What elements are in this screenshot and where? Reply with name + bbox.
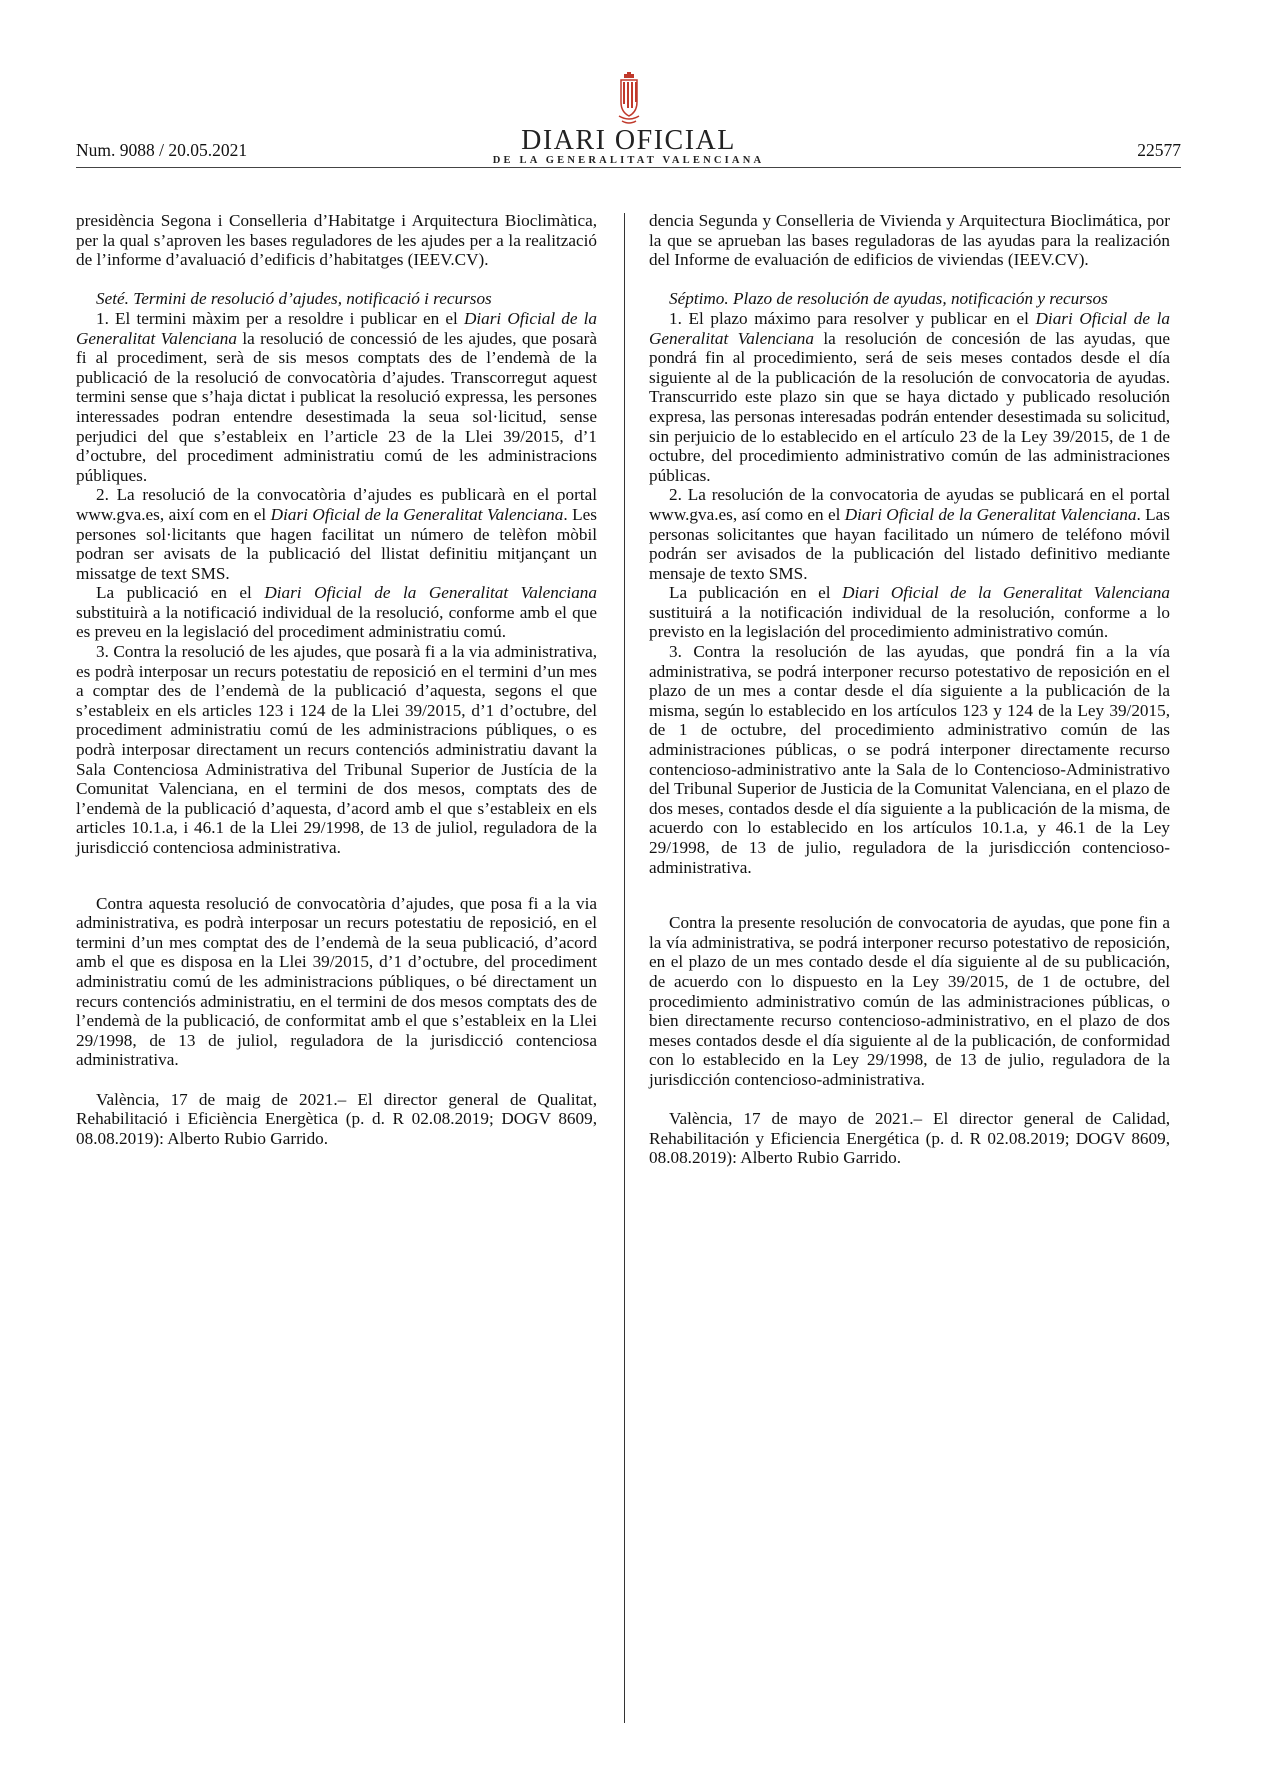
column-spanish [649,211,1170,1168]
paragraph: dencia Segunda y Conselleria de Vivienda y Arquitectura Bioclimática, por la que se aprueban las bases reguladoras de las ayudas para la realización del Informe de evaluación de edificios de viviendas (IEEV.CV). [649,211,1170,270]
paragraph: presidència Segona i Conselleria d’Habitatge i Arquitectura Bioclimàtica, per la qual s’aproven les bases reguladores de les ajudes per a la realització de l’informe d’avaluació d’edificis d’habitatges (IEEV.CV). [76,211,597,270]
column-divider [624,213,625,1723]
section-heading: Seté. Termini de resolució d’ajudes, notificació i recursos [96,289,492,309]
journal-subtitle: DE LA GENERALITAT VALENCIANA [492,155,765,166]
header-rule [76,167,1181,168]
masthead [76,72,1181,166]
paragraph: 1. El plazo máximo para resolver y publicar en el Diari Oficial de la Generalitat Valenciana la resolución de concesión de las ayudas, que pondrá fin al procedimiento, será de seis meses contados desde el día siguiente al de la publicación de la resolución de convocatoria de ayudas. Transcurrido este plazo sin que se haya dictado y publicado resolución expresa, las personas interesadas podrán entender desestimada su solicitud, sin perjuicio de lo establecido en el artículo 23 de la Ley 39/2015, de 1 de octubre, del procedimiento administrativo común de las administraciones públicas. [649,308,1171,485]
generalitat-emblem-icon [616,72,642,126]
journal-title: DIARI OFICIAL [521,125,736,156]
paragraph: 3. Contra la resolució de les ajudes, que posarà fi a la via administrativa, es podrà interposar un recurs potestatiu de reposició en el termini d’un mes a comptar des de l’endemà de la publicació d’aquesta, segons el que s’estableix en els articles 123 i 124 de la Llei 39/2015, d’1 d’octubre, del procediment administratiu comú de les administracions públiques, o es podrà interposar directament un recurs contenciós administratiu davant la Sala Contenciosa Administrativa del Tribunal Superior de Justícia de la Comunitat Valenciana, en el termini de dos mesos, comptats des de l’endemà de la publicació d’aquesta, d’acord amb el que s’estableix en els articles 10.1.a, i 46.1 de la Llei 29/1998, de 13 de juliol, reguladora de la jurisdicció contenciosa administrativa. [76,642,597,857]
section-heading: Séptimo. Plazo de resolución de ayudas, notificación y recursos [669,289,1108,309]
page-header [76,72,1181,168]
paragraph: La publicación en el Diari Oficial de la Generalitat Valenciana sustituirá a la notificación individual de la resolución, conforme a lo previsto en la legislación del procedimiento administrativo común. [649,583,1170,642]
paragraph: 1. El termini màxim per a resoldre i publicar en el Diari Oficial de la Generalitat Valenciana la resolució de concessió de les ajudes, que posarà fi al procediment, serà de sis mesos comptats des de l’endemà de la publicació de la resolució de convocatòria d’ajudes. Transcorregut aquest termini sense que s’haja dictat i publicat la resolució expressa, les persones interessades podran entendre desestimada la seua sol·licitud, sense perjudici del que s’estableix en l’article 23 de la Llei 39/2015, d’1 d’octubre, del procediment administratiu comú de les administracions públiques. [76,308,598,485]
issue-number: Num. 9088 / 20.05.2021 [76,140,248,160]
page-number: 22577 [1137,140,1181,160]
column-valencian [76,211,597,1148]
paragraph: Contra aquesta resolució de convocatòria d’ajudes, que posa fi a la via administrativa, es podrà interposar un recurs potestatiu de reposició, en el termini d’un mes comptat des de l’endemà de la seua publicació, d’acord amb el que es disposa en la Llei 39/2015, d’1 d’octubre, del procediment administratiu comú de les administracions públiques, o bé directament un recurs contenciós administratiu, en el termini de dos mesos comptats des de l’endemà de la publicació, de conformitat amb el que s’estableix en la Llei 29/1998, de 13 de juliol, reguladora de la jurisdicció contenciosa administrativa. [76,893,597,1070]
paragraph: La publicació en el Diari Oficial de la Generalitat Valenciana substituirà a la notificació individual de la resolució, conforme amb el que es preveu en la legislació del procediment administratiu comú. [76,583,597,642]
paragraph: 2. La resolución de la convocatoria de ayudas se publicará en el portal www.gva.es, así como en el Diari Oficial de la Generalitat Valenciana. Las personas solicitantes que hayan facilitado un número de teléfono móvil podrán ser avisados de la publicación del listado definitivo mediante mensaje de texto SMS. [649,485,1170,583]
paragraph: Contra la presente resolución de convocatoria de ayudas, que pone fin a la vía administrativa, se podrá interponer recurso potestativo de reposición, en el plazo de un mes contado desde el día siguiente al de su publicación, de acuerdo con lo dispuesto en la Ley 39/2015, de 1 de octubre, del procedimiento administrativo común de las administraciones públicas, o bien directamente recurso contencioso-administrativo, en el plazo de dos meses contados desde el día siguiente al de la publicación, de conformidad con lo establecido en la Ley 29/1998, de 13 de julio, reguladora de la jurisdicción contencioso-administrativa. [649,913,1170,1089]
paragraph: 2. La resolució de la convocatòria d’ajudes es publicarà en el portal www.gva.es, així com en el Diari Oficial de la Generalitat Valenciana. Les persones sol·licitants que hagen facilitat un número de telèfon mòbil podran ser avisats de la publicació del llistat definitiu mitjançant un missatge de text SMS. [76,485,597,583]
signature-paragraph: València, 17 de mayo de 2021.– El director general de Calidad, Rehabilitación y Eficiencia Energética (p. d. R 02.08.2019; DOGV 8609, 08.08.2019): Alberto Rubio Garrido. [649,1109,1170,1168]
paragraph: 3. Contra la resolución de las ayudas, que pondrá fin a la vía administrativa, se podrá interponer recurso potestativo de reposición en el plazo de un mes a contar desde el día siguiente a la publicación de la misma, según lo establecido en los artículos 123 y 124 de la Ley 39/2015, de 1 de octubre, del procedimiento administrativo común de las administraciones públicas, o se podrá interponer directamente recurso contencioso-administrativo ante la Sala de lo Contencioso-Administrativo del Tribunal Superior de Justicia de la Comunitat Valenciana, en el plazo de dos meses, contados desde el día siguiente a la publicación de la misma, de acuerdo con lo establecido en los artículos 10.1.a, y 46.1 de la Ley 29/1998, de 13 de julio, reguladora de la jurisdicción contencioso-administrativa. [649,642,1170,877]
signature-paragraph: València, 17 de maig de 2021.– El director general de Qualitat, Rehabilitació i Eficiència Energètica (p. d. R 02.08.2019; DOGV 8609, 08.08.2019): Alberto Rubio Garrido. [76,1089,597,1148]
